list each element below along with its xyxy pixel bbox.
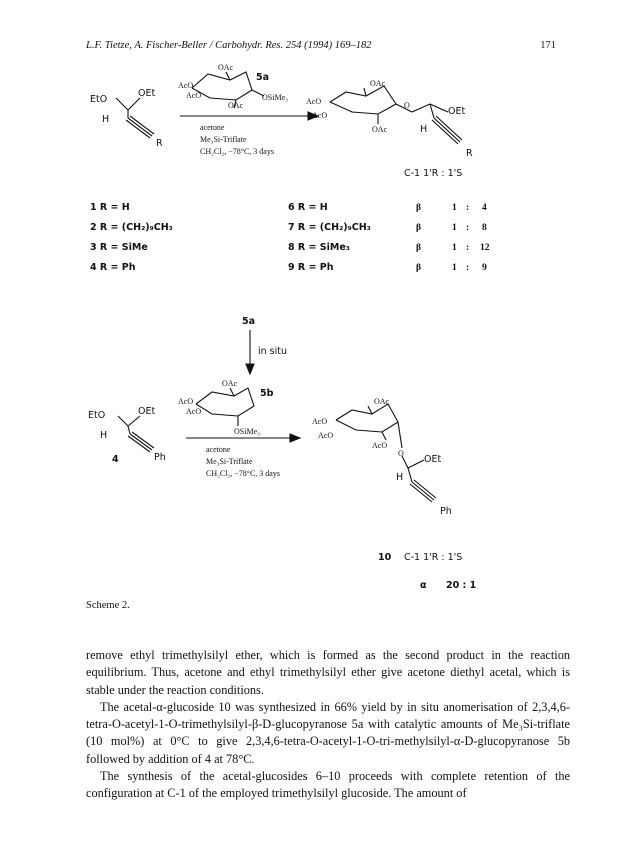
condition-3: CH₂Cl₂, −78°C, 3 days xyxy=(200,147,274,156)
compound-3: 3 R = SiMe xyxy=(90,242,148,253)
ratio-s: 9 xyxy=(482,263,487,273)
product-o: O xyxy=(398,449,404,458)
product-oet: OEt xyxy=(424,454,442,465)
reagent-osime3: OSiMe₃ xyxy=(234,427,260,436)
ratio-r: 1 xyxy=(452,223,457,233)
product-aco-2: AcO xyxy=(318,431,334,440)
reactant-ph: Ph xyxy=(154,452,166,463)
ratio-header: C-1 1'R : 1'S xyxy=(404,552,463,563)
product-aco-1: AcO xyxy=(306,97,322,106)
running-head: L.F. Tietze, A. Fischer-Beller / Carbohydr. Res. 254 (1994) 169–182 xyxy=(86,40,372,51)
config-c1: β xyxy=(416,223,422,233)
reagent-5a-label: 5a xyxy=(256,72,270,83)
alkyne-bond xyxy=(128,118,152,136)
page-number: 171 xyxy=(540,40,556,51)
compound-4: 4 R = Ph xyxy=(90,262,136,273)
config-c1: α xyxy=(420,580,427,591)
compound-2: 2 R = (CH₂)₉CH₃ xyxy=(90,222,173,233)
in-situ-label: in situ xyxy=(258,346,288,357)
reactant-number: 4 xyxy=(112,454,119,465)
svg-text::: : xyxy=(466,263,470,273)
ratio-s: 12 xyxy=(480,243,490,253)
ratio-header: C-1 1'R : 1'S xyxy=(404,168,463,179)
ratio-s: 8 xyxy=(482,223,487,233)
condition-2: Me₃Si-Triflate xyxy=(206,457,253,466)
reagent-oac: OAc xyxy=(222,379,238,388)
compound-1: 1 R = H xyxy=(90,202,130,213)
reactant-h: H xyxy=(102,114,110,125)
reagent-oac-2: OAc xyxy=(228,101,244,110)
compound-9: 9 R = Ph xyxy=(288,262,334,273)
paragraph: The acetal-α-glucoside 10 was synthesized in 66% yield by in situ anomerisation of 2,3,4,6-tetra-O-acetyl-1-O-trimethylsilyl-β-D-glucopyranose 5a with catalytic amounts of Me₃Si-triflate (10 mol%) at 0°C to give 2,3,4,6-tetra-O-acetyl-1-O-tri-methylsilyl-α-D-glucopyranose 5b followed by addition of 4 at 78°C. xyxy=(86,699,570,766)
ratio-r: 1 xyxy=(452,263,457,273)
compound-10: 10 xyxy=(378,552,392,563)
product-oac-2: OAc xyxy=(372,125,388,134)
product-aco-2: AcO xyxy=(312,111,328,120)
pyranose-ring xyxy=(336,404,398,432)
reactant-h: H xyxy=(100,430,108,441)
pyranose-ring xyxy=(330,86,396,114)
paragraph: remove ethyl trimethylsilyl ether, which is formed as the second product in the reaction equilibrium. Thus, acetone and ethyl trimethylsilyl ether give acetone diethyl acetal, which is stable under the reaction conditions. xyxy=(86,648,570,697)
reagent-aco-1: AcO xyxy=(178,397,194,406)
product-o: O xyxy=(404,101,410,110)
ratio-r: 1 xyxy=(452,203,457,213)
compound-6: 6 R = H xyxy=(288,202,328,213)
compound-8: 8 R = SiMe₃ xyxy=(288,242,350,253)
ratio-r: 1 xyxy=(452,243,457,253)
product-oac: OAc xyxy=(374,397,390,406)
condition-2: Me₃Si-Triflate xyxy=(200,135,247,144)
reactant-eto: EtO xyxy=(90,94,108,105)
body-text xyxy=(86,647,570,803)
reactant-oet: OEt xyxy=(138,406,156,417)
compound-7: 7 R = (CH₂)₉CH₃ xyxy=(288,222,371,233)
reagent-5b-label: 5b xyxy=(260,388,274,399)
condition-1: acetone xyxy=(200,123,225,132)
bond xyxy=(128,98,140,110)
product-aco-3: AcO xyxy=(372,441,388,450)
reactant-eto: EtO xyxy=(88,410,106,421)
product-ph: Ph xyxy=(440,506,452,517)
reagent-osime3: OSiMe₃ xyxy=(262,93,288,102)
condition-3: CH₂Cl₂, −78°C, 3 days xyxy=(206,469,280,478)
product-r: R xyxy=(466,148,473,159)
config-c1: β xyxy=(416,243,422,253)
reagent-aco-2: AcO xyxy=(186,407,202,416)
bond xyxy=(116,98,128,110)
pyranose-ring xyxy=(196,388,254,416)
figure-caption: Scheme 2. xyxy=(86,600,130,611)
reagent-oac: OAc xyxy=(218,63,234,72)
svg-text::: : xyxy=(466,243,470,253)
reactant-oet: OEt xyxy=(138,88,156,99)
product-oet: OEt xyxy=(448,106,466,117)
reagent-aco-1: AcO xyxy=(178,81,194,90)
ratio: 20 : 1 xyxy=(446,580,477,591)
reactant-r: R xyxy=(156,138,163,149)
product-h: H xyxy=(396,472,404,483)
ratio-s: 4 xyxy=(482,203,487,213)
product-oac: OAc xyxy=(370,79,386,88)
condition-1: acetone xyxy=(206,445,231,454)
config-c1: β xyxy=(416,203,422,213)
start-5a-label: 5a xyxy=(242,316,256,327)
product-h: H xyxy=(420,124,428,135)
svg-text::: : xyxy=(466,223,470,233)
config-c1: β xyxy=(416,263,422,273)
paragraph: The synthesis of the acetal-glucosides 6–10 proceeds with complete retention of the configuration at C-1 of the employed trimethylsilyl glucoside. The amount of xyxy=(86,769,570,801)
reagent-aco-2: AcO xyxy=(186,91,202,100)
svg-text::: : xyxy=(466,203,470,213)
product-aco-1: AcO xyxy=(312,417,328,426)
